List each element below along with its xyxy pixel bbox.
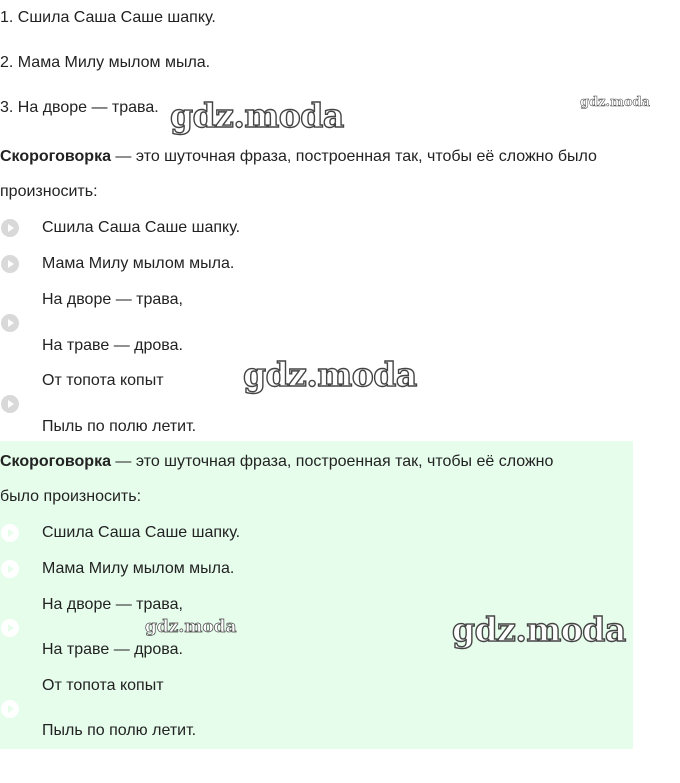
definition-text: — это шуточная фраза, построенная так, чтобы её сложно было	[110, 148, 597, 165]
example-line-2: Мама Милу мылом мыла.	[42, 255, 235, 272]
watermark: gdz.moda	[243, 355, 417, 394]
answer-example-line-3: На дворе — трава,	[42, 596, 183, 613]
example-line-4: На траве — дрова.	[42, 337, 183, 354]
answer-term: Скороговорка	[0, 453, 111, 470]
example-line-6: Пыль по полю летит.	[42, 418, 197, 435]
answer-example-line-2: Мама Милу мылом мыла.	[42, 560, 235, 577]
numbered-line-2: 2. Мама Милу мылом мыла.	[0, 54, 211, 71]
answer-example-line-5: От топота копыт	[42, 677, 164, 694]
play-circle-icon	[0, 523, 20, 543]
play-circle-icon	[0, 699, 20, 719]
numbered-line-3: 3. На дворе — трава.	[0, 99, 159, 116]
definition-term: Скороговорка	[0, 148, 111, 165]
example-line-3: На дворе — трава,	[42, 291, 183, 308]
example-line-1: Сшила Саша Саше шапку.	[42, 219, 241, 236]
answer-definition-line-1	[0, 452, 553, 472]
answer-definition-line-2: было произносить:	[0, 488, 142, 505]
play-circle-icon	[0, 254, 20, 274]
example-line-5: От топота копыт	[42, 372, 164, 389]
answer-text: — это шуточная фраза, построенная так, чтобы её сложно	[110, 453, 554, 470]
watermark: gdz.moda	[145, 617, 237, 637]
definition-line-2: произносить:	[0, 183, 98, 200]
watermark: gdz.moda	[452, 610, 626, 649]
answer-example-line-4: На траве — дрова.	[42, 641, 183, 658]
play-circle-icon	[0, 313, 20, 333]
definition-line-1	[0, 147, 597, 167]
play-circle-icon	[0, 394, 20, 414]
watermark: gdz.moda	[580, 95, 651, 110]
play-circle-icon	[0, 618, 20, 638]
watermark: gdz.moda	[170, 96, 344, 135]
numbered-line-1: 1. Сшила Саша Саше шапку.	[0, 9, 216, 26]
play-circle-icon	[0, 218, 20, 238]
play-circle-icon	[0, 559, 20, 579]
answer-example-line-1: Сшила Саша Саше шапку.	[42, 524, 241, 541]
answer-example-line-6: Пыль по полю летит.	[42, 722, 197, 739]
